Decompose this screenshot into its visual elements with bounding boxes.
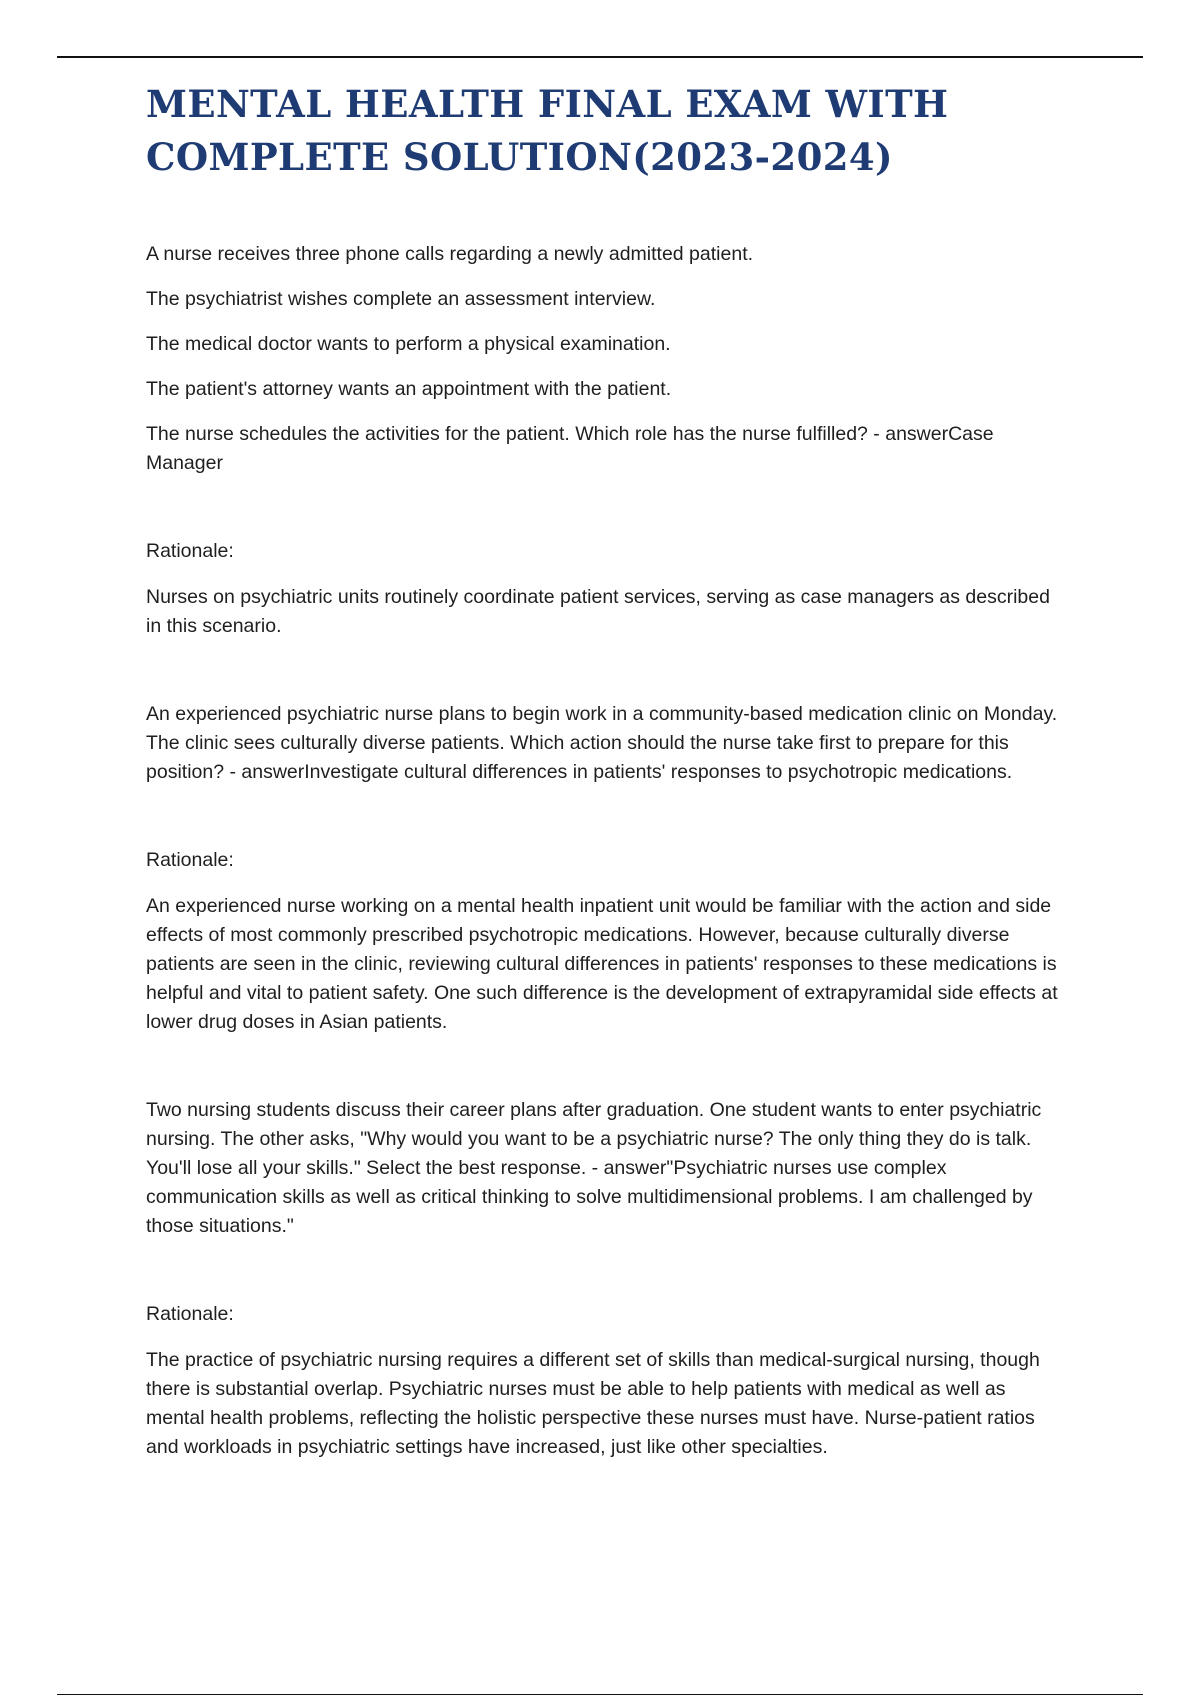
rationale-1-text: Nurses on psychiatric units routinely coordinate patient services, serving as case managers as described in this scenario.: [146, 586, 1050, 637]
question-1-call-attorney: The patient's attorney wants an appointment with the patient.: [146, 378, 672, 400]
question-1-intro: A nurse receives three phone calls regarding a newly admitted patient.: [146, 243, 754, 265]
question-1-call-doctor: The medical doctor wants to perform a physical examination.: [146, 333, 671, 355]
document-title: MENTAL HEALTH FINAL EXAM WITH COMPLETE SOLUTION(2023-2024): [146, 82, 949, 179]
rationale-2-text: An experienced nurse working on a mental health inpatient unit would be familiar with the action and side effects of most commonly prescribed psychotropic medications. However, because culturally diverse patients are seen in the clinic, reviewing cultural differences in patients' responses to these medications is helpful and vital to patient safety. One such difference is the development of extrapyramidal side effects at lower drug doses in Asian patients.: [146, 895, 1058, 1033]
document-body: [146, 240, 1061, 1462]
rationale-label-1: Rationale:: [146, 540, 234, 562]
document-page: [146, 78, 1061, 1478]
footer-rule: [57, 1694, 1143, 1695]
rationale-label-2: Rationale:: [146, 849, 234, 871]
question-2-prompt-answer: An experienced psychiatric nurse plans to begin work in a community-based medication clinic on Monday. The clinic sees culturally diverse patients. Which action should the nurse take first to prepare for this position? - answerInvestigate cultural differences in patients' responses to psychotropic medications.: [146, 703, 1058, 783]
rationale-label-3: Rationale:: [146, 1303, 234, 1325]
rationale-3-text: The practice of psychiatric nursing requires a different set of skills than medical-surgical nursing, though there is substantial overlap. Psychiatric nurses must be able to help patients with medical as well as mental health problems, reflecting the holistic perspective these nurses must have. Nurse-patient ratios and workloads in psychiatric settings have increased, just like other specialties.: [146, 1349, 1040, 1458]
question-1-prompt-answer: The nurse schedules the activities for the patient. Which role has the nurse fulfilled? - answerCase Manager: [146, 423, 994, 474]
question-1-call-psychiatrist: The psychiatrist wishes complete an assessment interview.: [146, 288, 656, 310]
question-3-prompt-answer: Two nursing students discuss their career plans after graduation. One student wants to enter psychiatric nursing. The other asks, "Why would you want to be a psychiatric nurse? The only thing they do is talk. You'll lose all your skills." Select the best response. - answer"Psychiatric nurses use complex communication skills as well as critical thinking to solve multidimensional problems. I am challenged by those situations.": [146, 1099, 1042, 1237]
header-rule: [57, 56, 1143, 58]
